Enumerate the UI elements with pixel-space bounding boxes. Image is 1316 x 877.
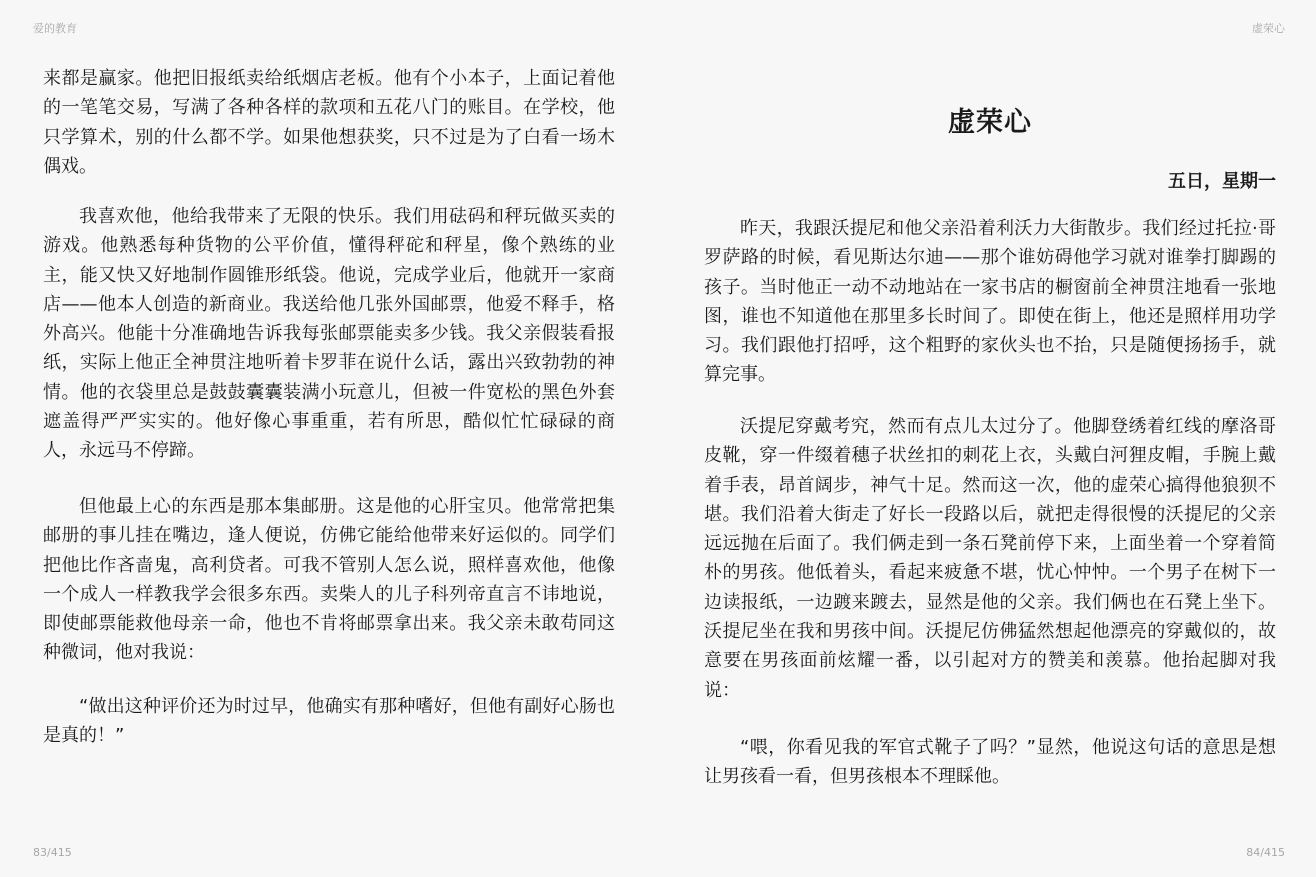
paragraph: “喂，你看见我的军官式靴子了吗？”显然，他说这句话的意思是想让男孩看一看，但男孩根本不理睬他。	[704, 737, 1276, 788]
paragraph: 我喜欢他，他给我带来了无限的快乐。我们用砝码和秤玩做买卖的游戏。他熟悉每种货物的公平价值，懂得秤砣和秤星，像个熟练的业主，能又快又好地制作圆锥形纸袋。他说，完成学业后，他就开一家商店——他本人创造的新商业。我送给他几张外国邮票，他爱不释手，格外高兴。他能十分准确地告诉我每张邮票能卖多少钱。我父亲假装看报纸，实际上他正全神贯注地听着卡罗菲在说什么话，露出兴致勃勃的神情。他的衣袋里总是鼓鼓囊囊装满小玩意儿，但被一件宽松的黑色外套遮盖得严严实实的。他好像心事重重，若有所思，酷似忙忙碌碌的商人，永远马不停蹄。	[43, 206, 615, 462]
right-page[interactable]	[704, 0, 1276, 877]
chapter-heading: 虚荣心	[948, 107, 1032, 138]
paragraph: 但他最上心的东西是那本集邮册。这是他的心肝宝贝。他常常把集邮册的事儿挂在嘴边，逢人便说，仿佛它能给他带来好运似的。同学们把他比作吝啬鬼，高利贷者。可我不管别人怎么说，照样喜欢他，他像一个成人一样教我学会很多东西。卖柴人的儿子科列帝直言不讳地说，即使邮票能救他母亲一命，他也不肯将邮票拿出来。我父亲未敢苟同这种微词，他对我说：	[43, 496, 615, 664]
paragraph: 沃提尼穿戴考究，然而有点儿太过分了。他脚登绣着红线的摩洛哥皮靴，穿一件缀着穗子状丝扣的刺花上衣，头戴白河狸皮帽，手腕上戴着手表，昂首阔步，神气十足。然而这一次，他的虚荣心搞得他狼狈不堪。我们沿着大街走了好长一段路以后，就把走得很慢的沃提尼的父亲远远抛在后面了。我们俩走到一条石凳前停下来，上面坐着一个穿着简朴的男孩。他低着头，看起来疲惫不堪，忧心忡忡。一个男子在树下一边读报纸，一边踱来踱去，显然是他的父亲。我们俩也在石凳上坐下。沃提尼坐在我和男孩中间。沃提尼仿佛猛然想起他漂亮的穿戴似的，故意要在男孩面前炫耀一番，以引起对方的赞美和羡慕。他抬起脚对我说：	[704, 416, 1276, 701]
right-page-number: 84/415	[1246, 846, 1285, 859]
left-page[interactable]	[43, 0, 615, 877]
left-page-number: 83/415	[33, 846, 72, 859]
book-title: 爱的教育	[33, 22, 77, 35]
paragraph: 昨天，我跟沃提尼和他父亲沿着利沃力大街散步。我们经过托拉·哥罗萨路的时候，看见斯达尔迪——那个谁妨碍他学习就对谁拳打脚踢的孩子。当时他正一动不动地站在一家书店的橱窗前全神贯注地看一张地图，谁也不知道他在那里多长时间了。即使在街上，他还是照样用功学习。我们跟他打招呼，这个粗野的家伙头也不抬，只是随便扬扬手，就算完事。	[704, 218, 1276, 386]
paragraph: “做出这种评价还为时过早，他确实有那种嗜好，但他有副好心肠也是真的！”	[43, 696, 615, 747]
paragraph: 来都是赢家。他把旧报纸卖给纸烟店老板。他有个小本子，上面记着他的一笔笔交易，写满了各种各样的款项和五花八门的账目。在学校，他只学算术，别的什么都不学。如果他想获奖，只不过是为了白看一场木偶戏。	[43, 68, 615, 177]
chapter-date: 五日，星期一	[1168, 171, 1276, 192]
running-chapter-title: 虚荣心	[1252, 22, 1285, 35]
